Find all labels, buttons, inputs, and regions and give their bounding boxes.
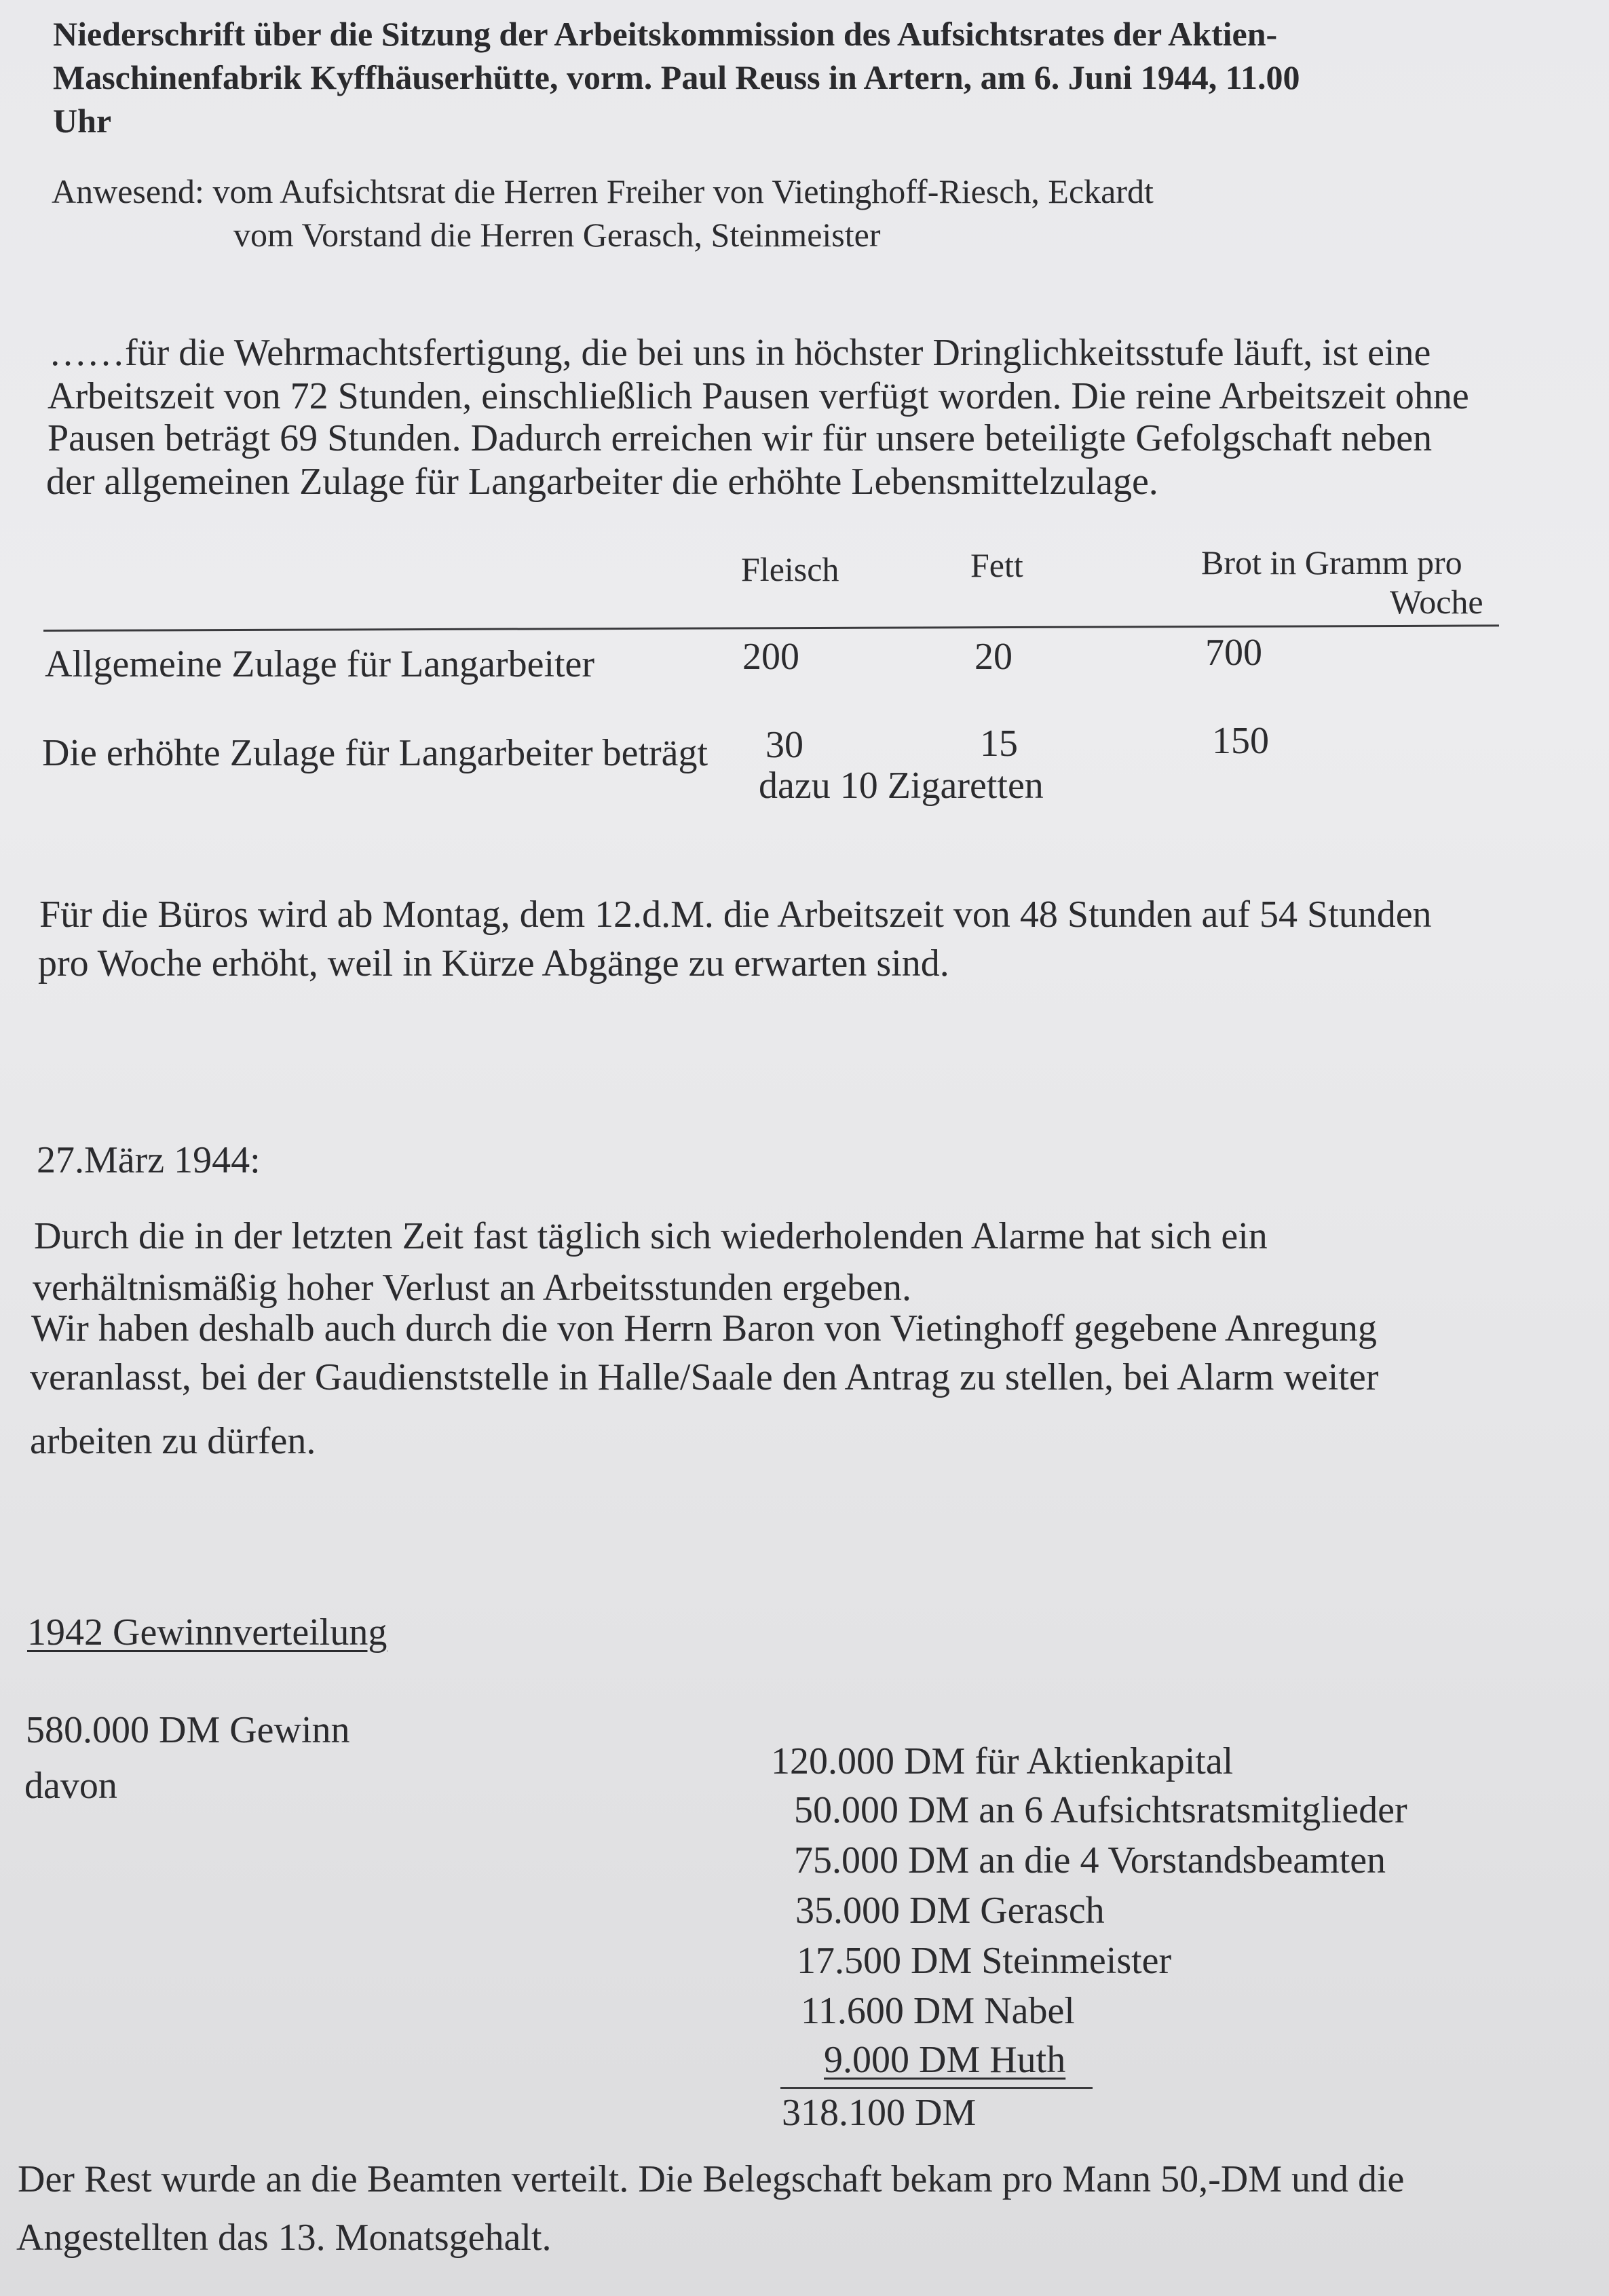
paragraph-3-line-4: veranlasst, bei der Gaudienststelle in Halle/Saale den Antrag zu stellen, bei Alarm weiter [30,1356,1379,1398]
distribution-item-3: 75.000 DM an die 4 Vorstandsbeamten [794,1839,1386,1881]
distribution-item-5: 17.500 DM Steinmeister [797,1940,1172,1982]
distribution-profit: 580.000 DM Gewinn [26,1709,350,1751]
closing-line-1: Der Rest wurde an die Beamten verteilt. Die Belegschaft bekam pro Mann 50,-DM und die [18,2158,1405,2200]
paragraph-3-line-2: verhältnismäßig hoher Verlust an Arbeitsstunden ergeben. [33,1267,911,1309]
header-brot: Brot in Gramm pro [1201,543,1462,581]
row-1-label: Allgemeine Zulage für Langarbeiter [45,643,595,685]
date-heading: 27.März 1944: [37,1139,261,1181]
distribution-item-2: 50.000 DM an 6 Aufsichtsratsmitglieder [794,1789,1407,1831]
closing-line-2: Angestellten das 13. Monatsgehalt. [16,2217,552,2259]
header-fleisch: Fleisch [741,550,839,588]
title-line-2: Maschinenfabrik Kyffhäuserhütte, vorm. Paul Reuss in Artern, am 6. Juni 1944, 11.00 [53,58,1300,96]
row-2-brot: 150 [1212,720,1269,762]
row-2-fleisch: 30 [765,724,803,766]
row-1-brot: 700 [1205,632,1262,674]
title-line-1: Niederschrift über die Sitzung der Arbeitskommission des Aufsichtsrates der Aktien- [53,15,1278,53]
row-2-note: dazu 10 Zigaretten [759,765,1044,807]
paragraph-2-line-2: pro Woche erhöht, weil in Kürze Abgänge zu erwarten sind. [38,942,949,984]
paragraph-1-line-4: der allgemeinen Zulage für Langarbeiter die erhöhte Lebensmittelzulage. [46,461,1158,503]
title-line-3: Uhr [53,102,112,140]
row-1-fett: 20 [974,636,1012,678]
distribution-item-4: 35.000 DM Gerasch [795,1890,1105,1932]
header-woche: Woche [1390,583,1483,621]
distribution-item-1: 120.000 DM für Aktienkapital [771,1740,1234,1782]
paragraph-1-line-3: Pausen beträgt 69 Stunden. Dadurch erreichen wir für unsere beteiligte Gefolgschaft neben [48,417,1433,459]
distribution-item-7: 9.000 DM Huth [824,2039,1066,2081]
row-1-fleisch: 200 [742,636,799,678]
paragraph-2-line-1: Für die Büros wird ab Montag, dem 12.d.M. die Arbeitszeit von 48 Stunden auf 54 Stunden [39,894,1432,936]
attendance-line-1: Anwesend: vom Aufsichtsrat die Herren Freiher von Vietinghoff-Riesch, Eckardt [52,172,1154,210]
row-2-label: Die erhöhte Zulage für Langarbeiter beträgt [42,732,708,774]
attendance-line-2: vom Vorstand die Herren Gerasch, Steinmeister [233,216,881,254]
distribution-item-6: 11.600 DM Nabel [801,1990,1075,2032]
distribution-total: 318.100 DM [782,2092,977,2134]
table-header-rule [43,625,1499,632]
distribution-davon: davon [24,1765,117,1807]
paragraph-3-line-1: Durch die in der letzten Zeit fast täglich sich wiederholenden Alarme hat sich ein [34,1215,1268,1257]
paragraph-3-line-5: arbeiten zu dürfen. [30,1420,316,1462]
paragraph-1-line-2: Arbeitszeit von 72 Stunden, einschließlich Pausen verfügt worden. Die reine Arbeitszeit ohne [48,375,1469,417]
header-fett: Fett [970,546,1023,584]
distribution-heading: 1942 Gewinnverteilung [27,1611,387,1653]
row-2-fett: 15 [980,723,1018,765]
paragraph-3-line-3: Wir haben deshalb auch durch die von Herrn Baron von Vietinghoff gegebene Anregung [31,1307,1377,1350]
paragraph-1-line-1: ……für die Wehrmachtsfertigung, die bei uns in höchster Dringlichkeitsstufe läuft, ist eine [49,332,1431,374]
